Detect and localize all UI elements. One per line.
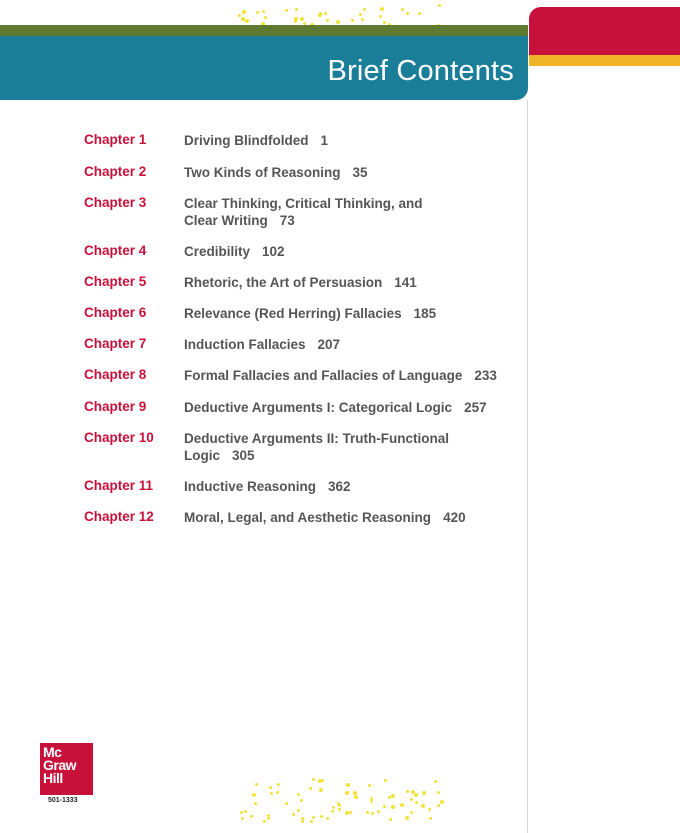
chapter-number: Chapter 1 bbox=[84, 132, 147, 147]
chapter-title bbox=[184, 509, 504, 526]
decorative-dot bbox=[319, 788, 323, 792]
decorative-dot bbox=[437, 804, 440, 807]
bottom-dot-pattern bbox=[238, 778, 448, 824]
decorative-dot bbox=[267, 817, 270, 820]
decorative-dot bbox=[437, 791, 440, 794]
decorative-dot bbox=[312, 816, 315, 819]
decorative-dot bbox=[310, 820, 313, 823]
chapter-number: Chapter 5 bbox=[84, 274, 147, 289]
decorative-dot bbox=[276, 791, 279, 794]
decorative-dot bbox=[338, 808, 341, 811]
page-title: Brief Contents bbox=[327, 55, 514, 87]
decorative-dot bbox=[331, 810, 334, 813]
chapter-title bbox=[184, 399, 504, 416]
decorative-dot bbox=[264, 16, 267, 19]
decorative-dot bbox=[434, 780, 437, 783]
decorative-dot bbox=[242, 10, 246, 14]
decorative-dot bbox=[297, 809, 300, 812]
chapter-number: Chapter 8 bbox=[84, 367, 147, 382]
decorative-dot bbox=[269, 786, 272, 789]
chapter-number: Chapter 11 bbox=[84, 478, 154, 493]
decorative-dot bbox=[410, 811, 413, 814]
chapter-title-line: Inductive Reasoning bbox=[184, 479, 317, 494]
decorative-dot bbox=[383, 805, 386, 808]
decorative-dot bbox=[401, 8, 404, 11]
chapter-number: Chapter 12 bbox=[84, 509, 154, 524]
mcgraw-hill-logo: Mc Graw Hill bbox=[40, 743, 93, 795]
chapter-title bbox=[184, 132, 504, 149]
chapter-number: Chapter 4 bbox=[84, 243, 147, 258]
decorative-dot bbox=[297, 793, 300, 796]
page-number: 141 bbox=[394, 275, 417, 290]
page-number: 73 bbox=[279, 213, 295, 228]
decorative-dot bbox=[351, 19, 354, 22]
page-number: 420 bbox=[443, 510, 466, 525]
chapter-title-line: Deductive Arguments II: Truth-Functional bbox=[184, 431, 450, 446]
decorative-dot bbox=[345, 791, 349, 795]
decorative-dot bbox=[429, 817, 432, 820]
decorative-dot bbox=[346, 783, 350, 787]
chapter-number: Chapter 10 bbox=[84, 430, 154, 445]
decorative-dot bbox=[410, 798, 413, 801]
chapter-title-line: Relevance (Red Herring) Fallacies bbox=[184, 306, 402, 321]
decorative-dot bbox=[418, 12, 421, 15]
decorative-dot bbox=[245, 19, 249, 23]
decorative-dot bbox=[324, 12, 327, 15]
decorative-dot bbox=[241, 817, 244, 820]
side-yellow-strip bbox=[529, 55, 680, 66]
decorative-dot bbox=[332, 806, 335, 809]
decorative-dot bbox=[256, 11, 259, 14]
chapter-number: Chapter 9 bbox=[84, 399, 147, 414]
page-number: 1 bbox=[320, 133, 329, 148]
chapter-title bbox=[184, 243, 504, 260]
decorative-dot bbox=[379, 15, 382, 18]
decorative-dot bbox=[389, 818, 392, 821]
decorative-dot bbox=[309, 787, 312, 790]
decorative-dot bbox=[338, 804, 341, 807]
decorative-dot bbox=[321, 779, 324, 782]
page-number: 362 bbox=[328, 479, 351, 494]
decorative-dot bbox=[391, 805, 395, 809]
chapter-title bbox=[184, 195, 504, 229]
decorative-dot bbox=[391, 794, 395, 798]
decorative-dot bbox=[370, 800, 373, 803]
chapter-title-line: Rhetoric, the Art of Persuasion bbox=[184, 275, 383, 290]
decorative-dot bbox=[361, 18, 364, 21]
decorative-dot bbox=[440, 800, 444, 804]
chapter-title bbox=[184, 478, 504, 495]
chapter-title-line: Deductive Arguments I: Categorical Logic bbox=[184, 400, 453, 415]
decorative-dot bbox=[250, 815, 253, 818]
decorative-dot bbox=[294, 17, 298, 21]
decorative-dot bbox=[277, 783, 280, 786]
decorative-dot bbox=[285, 802, 288, 805]
chapter-title-line: Moral, Legal, and Aesthetic Reasoning bbox=[184, 510, 432, 525]
chapter-title bbox=[184, 164, 504, 181]
side-red-tab bbox=[529, 7, 680, 55]
page-number: 207 bbox=[317, 337, 341, 352]
chapter-title-line: Clear Writing bbox=[184, 213, 268, 228]
decorative-dot bbox=[270, 792, 273, 795]
page-divider-line bbox=[527, 100, 528, 833]
decorative-dot bbox=[240, 811, 243, 814]
header-green-band bbox=[0, 25, 528, 36]
chapter-title bbox=[184, 367, 504, 384]
page-number: 305 bbox=[232, 448, 255, 463]
decorative-dot bbox=[326, 817, 329, 820]
decorative-dot bbox=[428, 808, 431, 811]
decorative-dot bbox=[406, 790, 409, 793]
decorative-dot bbox=[244, 810, 247, 813]
chapter-title bbox=[184, 430, 504, 464]
decorative-dot bbox=[438, 4, 441, 7]
chapter-title-line: Logic bbox=[184, 448, 220, 463]
chapter-number: Chapter 6 bbox=[84, 305, 147, 320]
decorative-dot bbox=[411, 790, 415, 794]
logo-code: 501-1333 bbox=[48, 797, 78, 804]
decorative-dot bbox=[377, 810, 380, 813]
decorative-dot bbox=[366, 811, 369, 814]
page-number: 102 bbox=[262, 244, 285, 259]
chapter-number: Chapter 3 bbox=[84, 195, 147, 210]
decorative-dot bbox=[255, 783, 258, 786]
decorative-dot bbox=[371, 812, 374, 815]
decorative-dot bbox=[359, 13, 362, 16]
chapter-title bbox=[184, 274, 504, 291]
decorative-dot bbox=[415, 801, 418, 804]
chapter-title-line: Clear Thinking, Critical Thinking, and bbox=[184, 196, 423, 211]
chapter-title-line: Formal Fallacies and Fallacies of Language bbox=[184, 368, 463, 383]
decorative-dot bbox=[292, 813, 295, 816]
chapter-number: Chapter 7 bbox=[84, 336, 147, 351]
page-number: 257 bbox=[464, 400, 487, 415]
decorative-dot bbox=[295, 8, 298, 11]
decorative-dot bbox=[349, 811, 352, 814]
decorative-dot bbox=[363, 8, 366, 11]
decorative-dot bbox=[421, 804, 425, 808]
decorative-dot bbox=[368, 784, 371, 787]
chapter-number: Chapter 2 bbox=[84, 164, 147, 179]
chapter-title-line: Credibility bbox=[184, 244, 251, 259]
decorative-dot bbox=[354, 795, 358, 799]
chapter-title bbox=[184, 305, 504, 322]
chapter-title-line: Driving Blindfolded bbox=[184, 133, 309, 148]
decorative-dot bbox=[285, 9, 288, 12]
decorative-dot bbox=[326, 19, 329, 22]
decorative-dot bbox=[320, 815, 323, 818]
decorative-dot bbox=[238, 14, 241, 17]
decorative-dot bbox=[383, 21, 386, 24]
decorative-dot bbox=[300, 17, 304, 21]
decorative-dot bbox=[384, 779, 387, 782]
decorative-dot bbox=[301, 820, 304, 823]
decorative-dot bbox=[422, 791, 426, 795]
decorative-dot bbox=[336, 20, 340, 24]
decorative-dot bbox=[300, 799, 303, 802]
decorative-dot bbox=[414, 793, 418, 797]
decorative-dot bbox=[400, 803, 404, 807]
chapter-title-line: Two Kinds of Reasoning bbox=[184, 165, 341, 180]
decorative-dot bbox=[405, 816, 409, 820]
page-number: 35 bbox=[352, 165, 368, 180]
chapter-title-line: Induction Fallacies bbox=[184, 337, 306, 352]
decorative-dot bbox=[252, 793, 256, 797]
page-number: 185 bbox=[413, 306, 437, 321]
decorative-dot bbox=[318, 13, 322, 17]
decorative-dot bbox=[312, 778, 315, 781]
chapter-title bbox=[184, 336, 504, 353]
page-number: 233 bbox=[474, 368, 497, 383]
decorative-dot bbox=[254, 802, 257, 805]
header-title-bar bbox=[0, 36, 528, 100]
decorative-dot bbox=[380, 7, 384, 11]
decorative-dot bbox=[262, 10, 265, 13]
decorative-dot bbox=[263, 820, 266, 823]
decorative-dot bbox=[406, 12, 409, 15]
